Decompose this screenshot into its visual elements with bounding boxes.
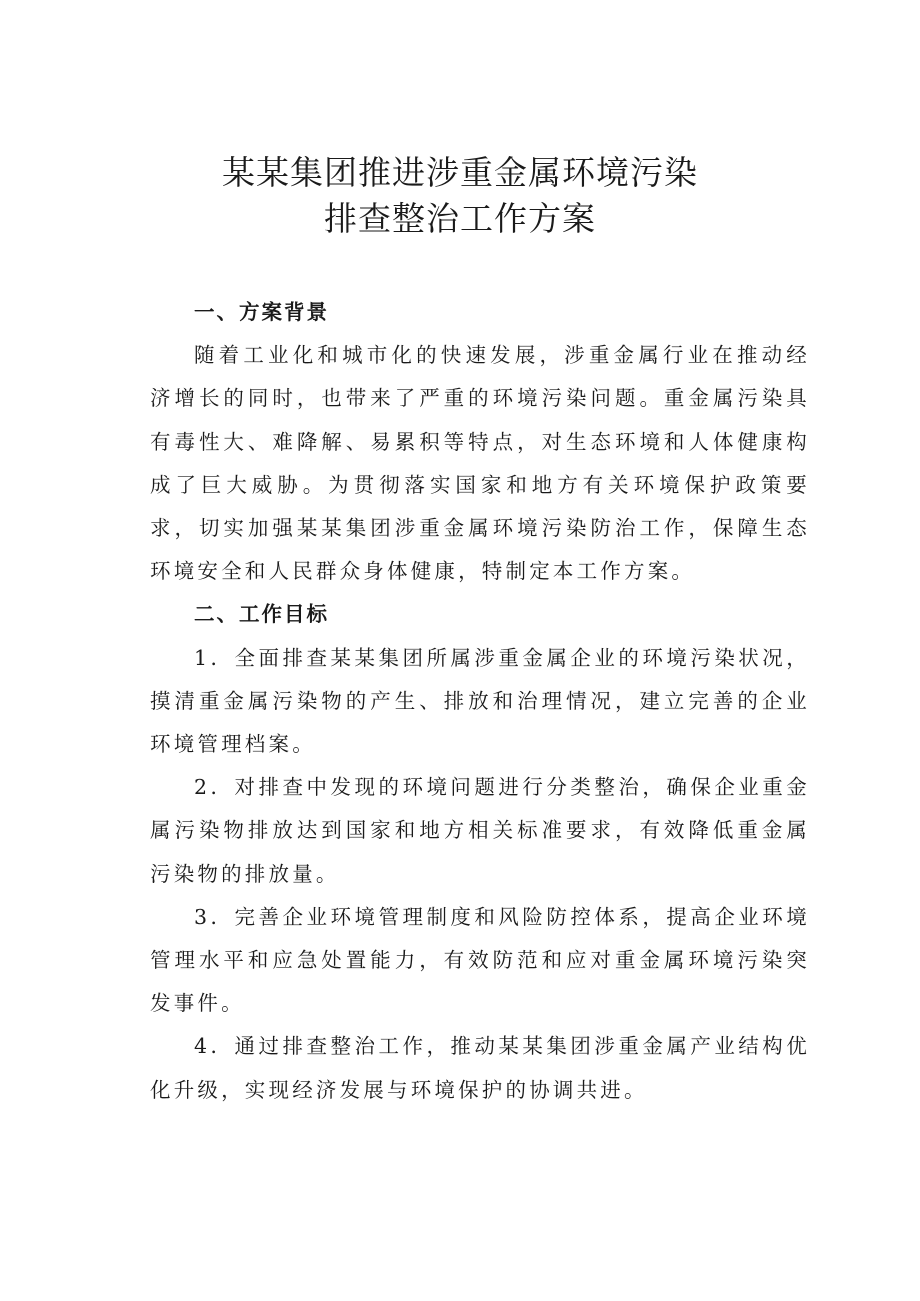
- section-heading-background: 一、方案背景: [194, 300, 329, 324]
- paragraph-goal-2: 2．对排查中发现的环境问题进行分类整治，确保企业重金属污染物排放达到国家和地方相关标准要求，有效降低重金属污染物的排放量。: [150, 775, 810, 886]
- paragraph-background: 随着工业化和城市化的快速发展，涉重金属行业在推动经济增长的同时，也带来了严重的环境污染问题。重金属污染具有毒性大、难降解、易累积等特点，对生态环境和人体健康构成了巨大威胁。为贯彻落实国家和地方有关环境保护政策要求，切实加强某某集团涉重金属环境污染防治工作，保障生态环境安全和人民群众身体健康，特制定本工作方案。: [150, 343, 810, 584]
- document-body: [150, 291, 810, 1112]
- document-title: [0, 150, 920, 242]
- paragraph-goal-3: 3．完善企业环境管理制度和风险防控体系，提高企业环境管理水平和应急处置能力，有效防范和应对重金属环境污染突发事件。: [150, 904, 810, 1016]
- paragraph-goal-1: 1．全面排查某某集团所属涉重金属企业的环境污染状况，摸清重金属污染物的产生、排放和治理情况，建立完善的企业环境管理档案。: [150, 645, 810, 757]
- title-line-2: 排查整治工作方案: [324, 199, 596, 238]
- title-line-1: 某某集团推进涉重金属环境污染: [222, 153, 698, 192]
- section-heading-goals: 二、工作目标: [194, 602, 329, 627]
- paragraph-goal-4: 4．通过排查整治工作，推动某某集团涉重金属产业结构优化升级，实现经济发展与环境保护的协调共进。: [150, 1034, 810, 1102]
